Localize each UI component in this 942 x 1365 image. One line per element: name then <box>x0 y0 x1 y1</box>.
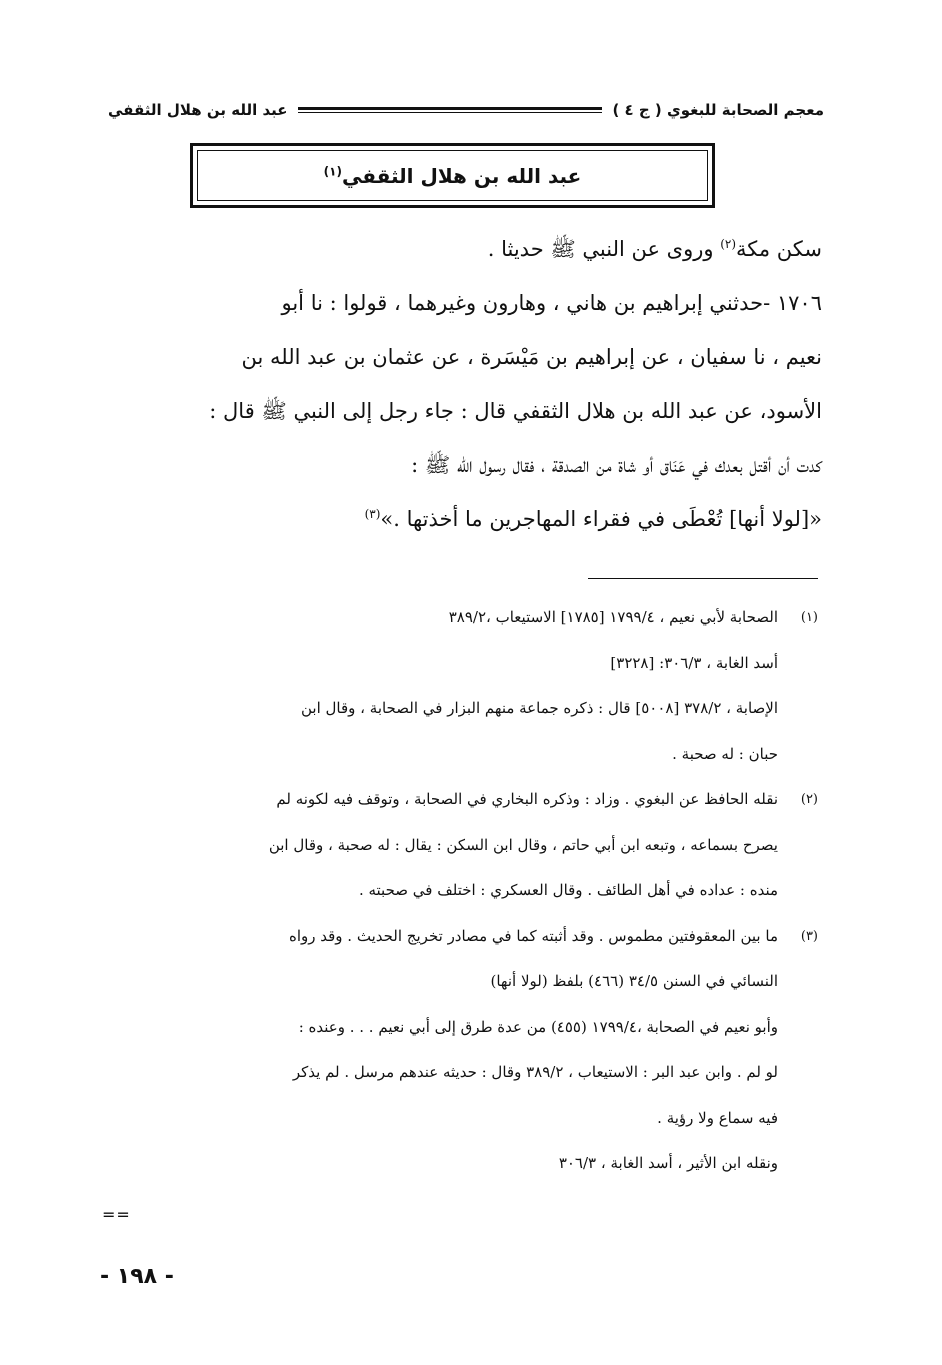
footnote-body <box>98 914 778 1187</box>
footnote-line: النسائي في السنن ٣٤/٥ (٤٦٦) بلفظ (لولا أنها) <box>490 972 778 990</box>
footnote-body <box>98 595 778 777</box>
footnote-line: الإصابة ، ٣٧٨/٢ [٥٠٠٨] قال : ذكره جماعة منهم البزار في الصحابة ، وقال ابن <box>300 699 778 717</box>
footnote-line: ونقله ابن الأثير ، أسد الغابة ، ٣٠٦/٣ <box>558 1154 778 1172</box>
footnotes <box>98 595 818 1187</box>
hadith-last-note: (٣) <box>364 507 381 521</box>
footnote-line: فيه سماع ولا رؤية . <box>657 1108 778 1127</box>
running-header <box>108 95 824 125</box>
hadith-last-line <box>104 492 822 546</box>
header-book-title: معجم الصحابة للبغوي ( ج ٤ ) <box>612 101 824 119</box>
footnote-line: ما بين المعقوفتين مطموس . وقد أثبته كما في مصادر تخريج الحديث . وقد رواه <box>288 926 778 945</box>
entry-title-box <box>190 143 715 208</box>
footnote-line: منده : عداده في أهل الطائف . وقال العسكري : اختلف في صحبته . <box>358 881 778 899</box>
intro-note: (٢) <box>720 237 737 251</box>
hadith-line: الأسود، عن عبد الله بن هلال الثقفي قال : جاء رجل إلى النبي ﷺ قال : <box>209 399 822 423</box>
footnote-number: (٣) <box>800 928 818 944</box>
header-rule <box>298 107 603 113</box>
footnote-line: لو لم . وابن عبد البر : الاستيعاب ، ٣٨٩/٢ وقال : حديثه عندهم مرسل . لم يذكر <box>292 1063 778 1081</box>
intro-rest: وروى عن النبي ﷺ حديثا . <box>487 237 721 261</box>
footnote-line: وأبو نعيم في الصحابة ،١٧٩٩/٤ (٤٥٥) من عدة طرق إلى أبي نعيم . . . وعنده : <box>298 1017 778 1036</box>
footnote-line: حبان : له صحبة . <box>672 744 778 763</box>
footnote-line: يصرح بسماعه ، وتبعه ابن أبي حاتم ، وقال ابن السكن : يقال : له صحبة ، وقال ابن <box>268 835 778 854</box>
footnote-line: أسد الغابة ، ٣٠٦/٣: [٣٢٢٨] <box>610 653 778 672</box>
hadith-line: ١٧٠٦ -حدثني إبراهيم بن هاني ، وهارون وغيرهما ، قولوا : نا أبو <box>281 291 822 315</box>
footnote-number: (١) <box>800 610 818 625</box>
hadith-line: نعيم ، نا سفيان ، عن إبراهيم بن مَيْسَرة ، عن عثمان بن عبد الله بن <box>241 345 822 369</box>
footnote-number: (٢) <box>800 792 818 807</box>
page-number: - ١٩٨ - <box>100 1264 174 1289</box>
footnote-line: الصحابة لأبي نعيم ، ١٧٩٩/٤ [١٧٨٥] الاستيعاب ،٣٨٩/٢ <box>448 608 778 626</box>
intro-line <box>104 222 822 276</box>
continuation-mark: == <box>102 1205 131 1224</box>
footnote-1 <box>98 595 818 777</box>
entry-title-note: (١) <box>323 163 342 178</box>
entry-title-text: عبد الله بن هلال الثقفي <box>341 163 582 188</box>
hadith-line: كدت أن أقتل بعدك في عَنَاق أو شاة من الصدقة ، فقال رسول الله ﷺ : <box>411 453 822 477</box>
main-text <box>104 222 822 546</box>
footnote-3 <box>98 914 818 1187</box>
hadith-last-text: «[لولا أنها] تُعْطَى في فقراء المهاجرين ما أخذتها .» <box>380 507 822 531</box>
entry-title <box>324 164 582 188</box>
footnote-body <box>98 777 778 914</box>
footnote-separator <box>588 578 818 579</box>
footnote-2 <box>98 777 818 914</box>
footnote-line: نقله الحافظ عن البغوي . وزاد : وذكره البخاري في الصحابة ، وتوقف فيه لكونه لم <box>276 790 778 808</box>
header-section-title: عبد الله بن هلال الثقفي <box>108 101 288 119</box>
intro-text: سكن مكة <box>736 237 822 261</box>
